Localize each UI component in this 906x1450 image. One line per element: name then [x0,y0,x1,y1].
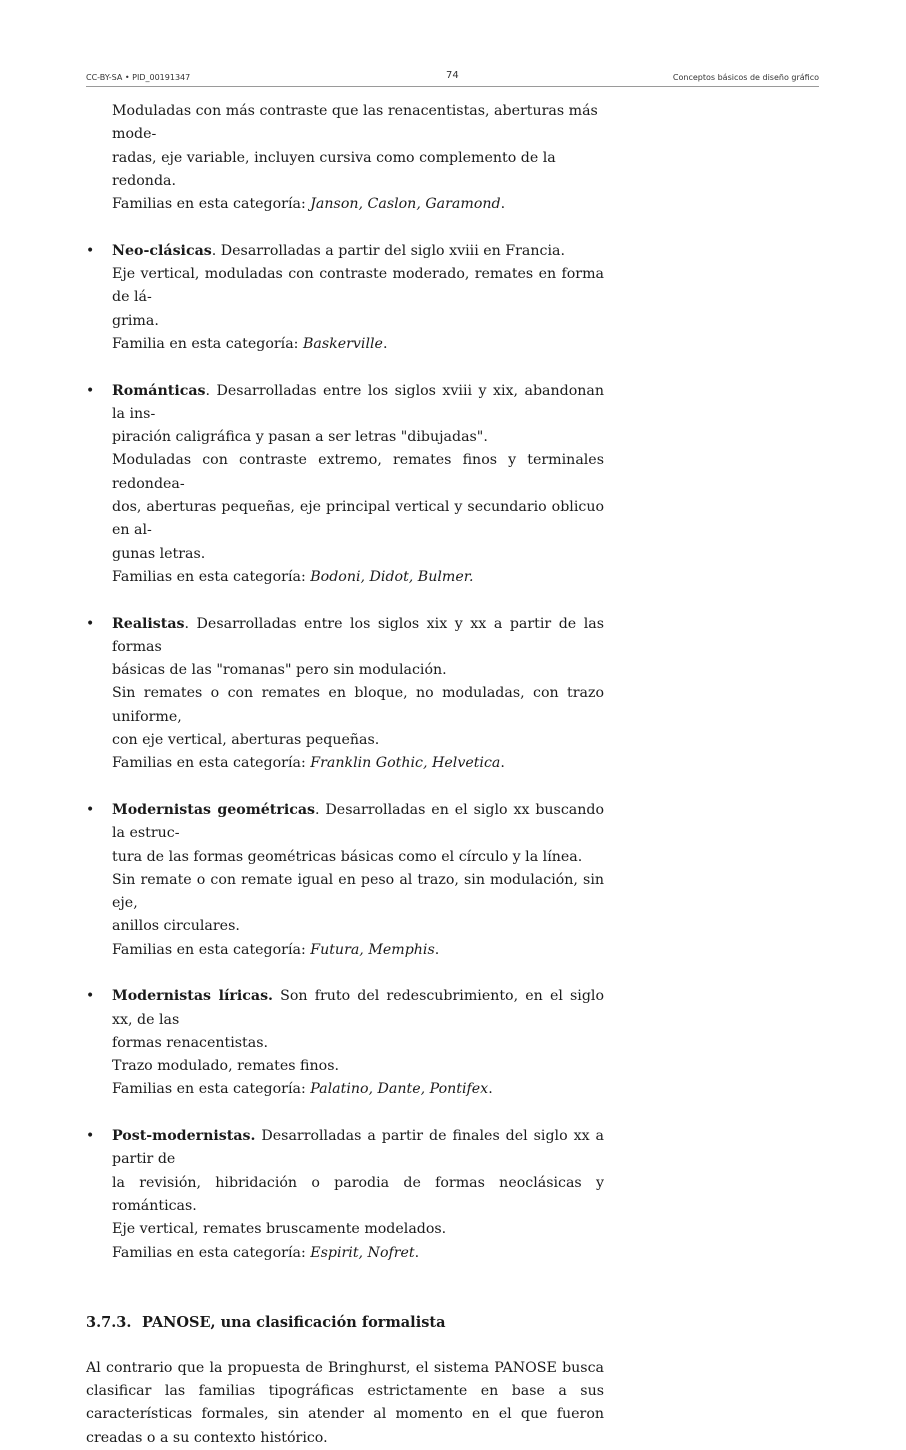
list-item-line: tura de las formas geométricas básicas como el círculo y la línea. [112,848,583,865]
page-header [86,68,819,87]
list-item [86,1125,604,1265]
list-item-line: anillos circulares. [112,918,240,935]
category-list [86,240,604,1265]
list-item [86,985,604,1101]
bullet-icon: • [86,1128,95,1145]
category-title: Modernistas geométricas [112,801,316,818]
families-line: Familia en esta categoría: Baskerville. [112,335,388,352]
bullet-icon: • [86,988,95,1005]
families-names: Futura, Memphis [310,941,435,958]
families-label: Familias en esta categoría: [112,568,311,585]
list-item-text [112,1125,604,1265]
list-item-line: Modernistas geométricas. Desarrolladas en el siglo xx buscando la estruc- [112,801,605,842]
list-item-line: la revisión, hibridación o parodia de formas neoclásicas y románticas. [112,1174,604,1214]
families-names: Bodoni, Didot, Bulmer. [310,568,474,585]
bullet-icon: • [86,615,95,632]
section-number: 3.7.3. [86,1313,132,1331]
families-label: Familia en esta categoría: [112,335,303,352]
intro-line: Moduladas con más contraste que las renacentistas, aberturas más mode- [112,103,598,143]
list-item-line: Realistas. Desarrolladas entre los siglos xix y xx a partir de las formas [112,615,604,655]
families-label: Familias en esta categoría: [112,755,311,772]
list-item-line: Moduladas con contraste extremo, remates finos y terminales redondea- [112,452,604,492]
category-title: Post-modernistas. [112,1128,256,1145]
list-item-line: Trazo modulado, remates finos. [112,1058,339,1075]
families-label: Familias en esta categoría: [112,1081,311,1098]
families-line: Familias en esta categoría: Palatino, Dante, Pontifex. [112,1081,493,1098]
main-content [86,100,604,1450]
category-title: Realistas [112,615,185,632]
list-item [86,380,604,590]
intro-block [86,100,604,216]
list-item [86,240,604,356]
list-item-text [112,380,604,590]
page-number: 74 [446,70,459,81]
list-item-line: Eje vertical, moduladas con contraste moderado, remates en forma de lá- [112,266,604,306]
list-item-line: gunas letras. [112,545,206,562]
category-title: Modernistas líricas. [112,988,273,1005]
list-item-text [112,799,604,962]
families-line [112,566,604,589]
section-heading [86,1311,604,1334]
list-item-line: Sin remate o con remate igual en peso al trazo, sin modulación, sin eje, [112,871,604,912]
list-item-line: Sin remates o con remates en bloque, no moduladas, con trazo uniforme, [112,685,604,725]
section-title: PANOSE, una clasificación formalista [142,1313,446,1331]
families-names: Baskerville [302,335,383,352]
list-item-text [112,985,604,1101]
bullet-icon: • [86,242,95,259]
list-item-line: Románticas. Desarrolladas entre los siglos xviii y xix, abandonan la ins- [112,382,604,422]
document-title: Conceptos básicos de diseño gráfico [672,73,819,82]
list-item-text [112,240,604,356]
intro-families: Familias en esta categoría: Janson, Caslon, Garamond. [112,196,506,213]
list-item-line: básicas de las "romanas" pero sin modulación. [112,662,447,679]
families-names: Franklin Gothic, Helvetica [310,755,501,772]
license-id: CC-BY-SA • PID_00191347 [86,73,191,82]
list-item-line: Post-modernistas. Desarrolladas a partir de finales del siglo xx a partir de [112,1128,604,1168]
families-names: Janson, Caslon, Garamond [310,196,501,213]
families-line: Familias en esta categoría: Espirit, Nofret. [112,1244,420,1261]
list-item-line: con eje vertical, aberturas pequeñas. [112,732,380,749]
list-item-line: Neo-clásicas. Desarrolladas a partir del siglo xviii en Francia. [112,242,565,259]
list-item-line: grima. [112,312,159,329]
families-line: Familias en esta categoría: Franklin Gothic, Helvetica. [112,755,505,772]
list-item-line: Modernistas líricas. Son fruto del redescubrimiento, en el siglo xx, de las [112,988,604,1028]
families-names: Palatino, Dante, Pontifex [310,1081,489,1098]
category-title: Neo-clásicas [112,242,212,259]
list-item-line: piración caligráfica y pasan a ser letras "dibujadas". [112,429,488,446]
list-item-line: formas renacentistas. [112,1034,269,1051]
families-names: Espirit, Nofret [310,1244,415,1261]
families-label: Familias en esta categoría: [112,196,311,213]
list-item [86,613,604,776]
families-line: Familias en esta categoría: Futura, Memphis. [112,941,440,958]
category-title: Románticas [112,382,206,399]
list-item [86,799,604,962]
bullet-icon: • [86,801,95,818]
list-item-line: Eje vertical, remates bruscamente modelados. [112,1221,447,1238]
families-label: Familias en esta categoría: [112,941,311,958]
body-paragraph: Al contrario que la propuesta de Bringhurst, el sistema PANOSE busca clasificar las familias tipográficas estrictamente en base a sus características formales, sin atender al momento en el que fueron creadas o a su contexto histórico. [86,1359,604,1446]
families-label: Familias en esta categoría: [112,1244,311,1261]
bullet-icon: • [86,382,95,399]
list-item-line: dos, aberturas pequeñas, eje principal vertical y secundario oblicuo en al- [112,499,604,539]
intro-line: radas, eje variable, incluyen cursiva como complemento de la redonda. [112,149,556,189]
list-item-text [112,613,604,776]
